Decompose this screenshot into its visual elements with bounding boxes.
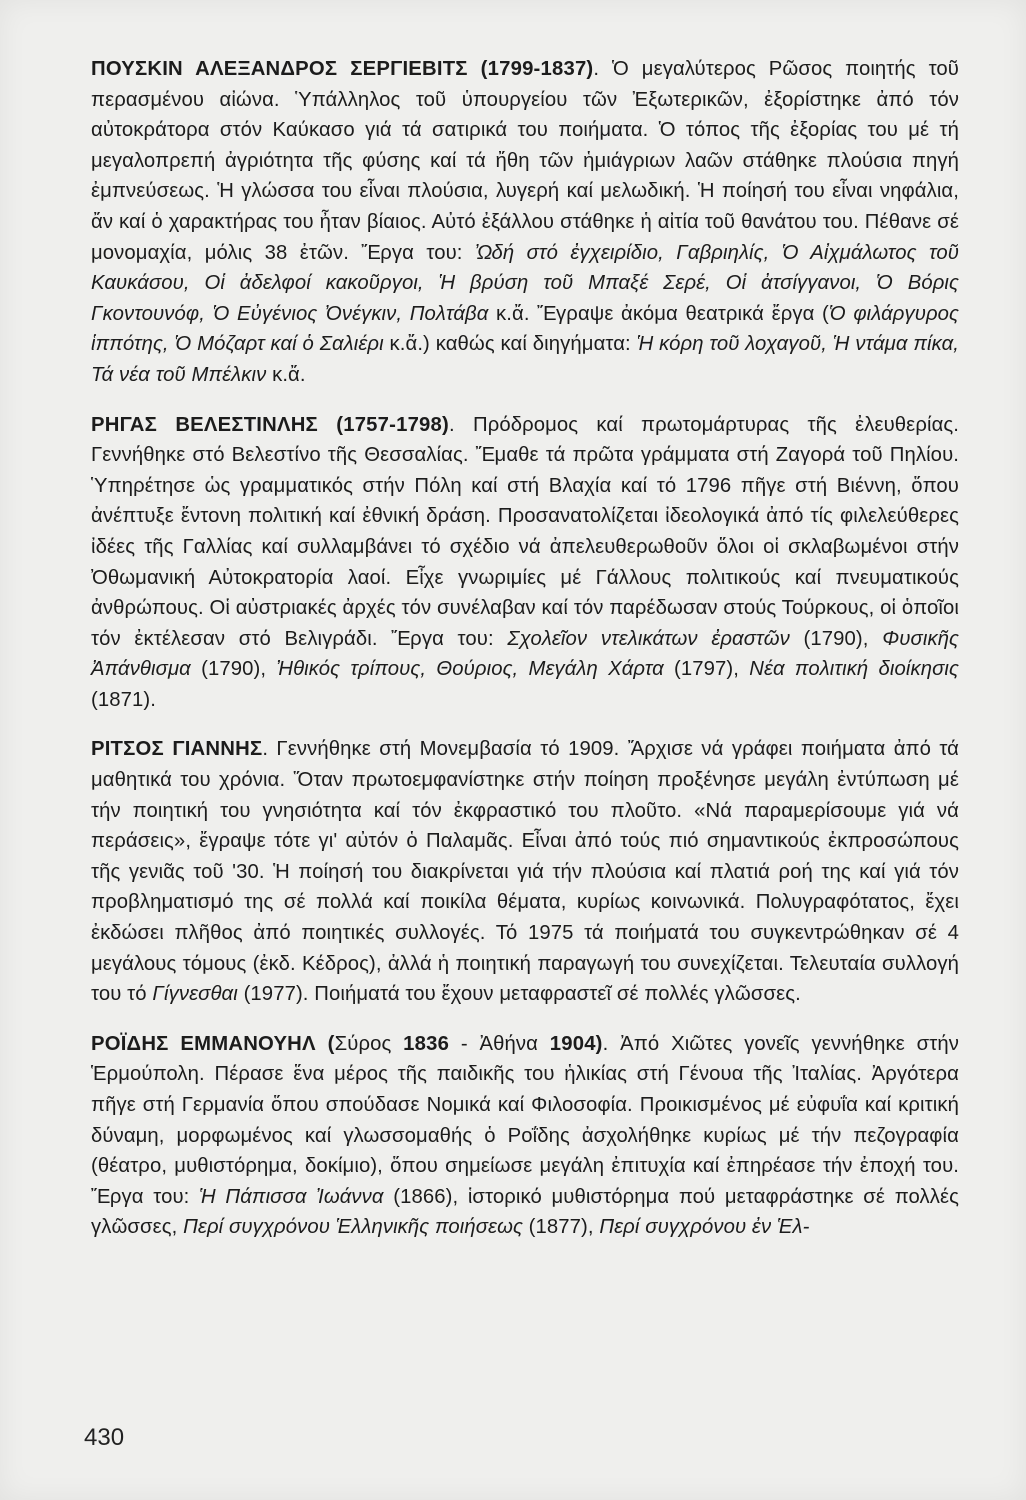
entry-text: (1977). Ποιήματά του ἔχουν μεταφραστεῖ σέ πολλές γλῶσσες. <box>237 983 801 1006</box>
entry-heading: ΡΙΤΣΟΣ ΓΙΑΝΝΗΣ <box>91 738 263 761</box>
entry-text: κ.ἄ. Ἔγραψε ἀκόμα θεατρικά ἔργα ( <box>488 302 829 325</box>
work-title: Φυσικῆς Ἀπάνθισμα <box>91 627 960 681</box>
entry-roidis <box>91 1029 959 1243</box>
entry-text: . Ἀπό Χιῶτες γονεῖς γεννήθηκε στήν Ἑρμούπολη. Πέρασε ἕνα μέρος τῆς παιδικῆς του ἡλικίας στή Γένουα τῆς Ἰταλίας. Ἀργότερα πῆγε στή Γερμανία ὅπου σπούδασε Νομικά καί Φιλοσοφία. Προικισμένος μέ εὐφυΐα καί κριτική δύναμη, μορφωμένος καί γλωσσομαθής ὁ Ροΐδης ἀσχολήθηκε κυρίως μέ τήν πεζογραφία (θέατρο, μυθιστόρημα, δοκίμιο), ὅπου σημείωσε μεγάλη ἐπιτυχία καί ἐπηρέασε τήν ἐποχή του. Ἔργα του: <box>91 1032 959 1208</box>
entry-text: (1866), ἱστορικό μυθιστόρημα πού μεταφράστηκε σέ πολλές γλῶσσες, <box>91 1185 959 1239</box>
work-title: Ὁ φιλάργυρος ἱππότης, Ὁ Μόζαρτ καί ὁ Σαλιέρι <box>91 302 959 356</box>
entry-text: . Ὁ μεγαλύτερος Ρῶσος ποιητής τοῦ περασμένου αἰώνα. Ὑπάλληλος τοῦ ὑπουργείου τῶν Ἐξωτερικῶν, ἐξορίστηκε ἀπό τόν αὐτοκράτορα στόν Καύκασο γιά τά σατιρικά του ποιήματα. Ὁ τόπος τῆς ἐξορίας του μέ τή μεγαλοπρεπή ἀγριότητα τῆς φύσης καί τά ἤθη τῶν ἡμιάγριων λαῶν στάθηκε πλούσια πηγή ἐμπνεύσεως. Ἡ γλώσσα του εἶναι πλούσια, λυγερή καί μελωδική. Ἡ ποίησή του εἶναι νηφάλια, ἄν καί ὁ χαρακτήρας του ἦταν βίαιος. Αὐτό ἐξάλλου στάθηκε ἡ αἰτία τοῦ θανάτου του. Πέθανε σέ μονομαχία, μόλις 38 ἐτῶν. Ἔργα του: <box>91 58 959 264</box>
entry-rigas <box>91 410 959 716</box>
entry-ritsos <box>91 734 959 1009</box>
work-title: Ἡ κόρη τοῦ λοχαγοῦ, Ἡ ντάμα πίκα, Τά νέα τοῦ Μπέλκιν <box>91 333 960 386</box>
entry-text: . Πρόδρομος καί πρωτομάρτυρας τῆς ἐλευθερίας. Γεννήθηκε στό Βελεστίνο τῆς Θεσσαλίας. Ἔμαθε τά πρῶτα γράμματα στή Ζαγορά τοῦ Πηλίου. Ὑπηρέτησε ὡς γραμματικός στήν Πόλη καί στή Βλαχία καί τό 1796 πῆγε στή Βιέννη, ὅπου ἀνέπτυξε ἔντονη πολιτική καί ἐθνική δράση. Προσανατολίζεται ἰδεολογικά ἀπό τίς φιλελεύθερες ἰδέες τῆς Γαλλίας καί συλλαμβάνει τό σχέδιο νά ἀπελευθερωθοῦν ὅλοι οἱ σκλαβωμένοι στήν Ὀθωμανική Αὐτοκρατορία λαοί. Εἶχε γνωριμίες μέ Γάλλους πολιτικούς καί πνευματικούς ἀνθρώπους. Οἱ αὐστριακές ἀρχές τόν συνέλαβαν καί τόν παρέδωσαν στούς Τούρκους, οἱ ὁποῖοι τόν ἐκτέλεσαν στό Βελιγράδι. Ἔργα του: <box>91 413 960 650</box>
entry-heading: ΡΟΪΔΗΣ ΕΜΜΑΝΟΥΗΛ ( <box>91 1032 335 1055</box>
entry-text: (1797), <box>663 658 750 681</box>
work-title: Περί συγχρόνου Ἑλληνικῆς ποιήσεως <box>183 1216 523 1239</box>
entry-text: (1871). <box>91 688 156 711</box>
entry-pushkin <box>91 54 959 391</box>
entry-heading: ΡΗΓΑΣ ΒΕΛΕΣΤΙΝΛΗΣ (1757-1798) <box>91 413 449 436</box>
work-title: Ὠδή στό ἐγχειρίδιο, Γαβριηλίς, Ὁ Αἰχμάλωτος τοῦ Καυκάσου, Οἱ ἀδελφοί κακοῦργοι, Ἡ βρύση τοῦ Μπαξέ Σερέ, Οἱ ἀτσίγγανοι, Ὁ Βόρις Γκοντουνόφ, Ὁ Εὐγένιος Ὀνέγκιν, Πολτάβα <box>91 241 959 325</box>
work-title: Περί συγχρόνου ἐν Ἑλ- <box>599 1216 810 1239</box>
entry-heading: 1836 <box>403 1032 450 1055</box>
work-title: Νέα πολιτική διοίκησις <box>749 658 960 681</box>
work-title: Γίγνεσθαι <box>152 983 238 1006</box>
entry-text: . Γεννήθηκε στή Μονεμβασία τό 1909. Ἄρχισε νά γράφει ποιήματα ἀπό τά μαθητικά του χρόνια. Ὅταν πρωτοεμφανίστηκε στήν ποίηση προξένησε μεγάλη ἐντύπωση μέ τήν ποιητική του γνησιότητα καί τόν ἐκφραστικό του πλοῦτο. «Νά παραμερίσουμε γιά νά περάσεις», ἔγραψε τότε γι' αὐτόν ὁ Παλαμᾶς. Εἶναι ἀπό τούς πιό σημαντικούς ἐκπροσώπους τῆς γενιᾶς τοῦ '30. Ἡ ποίησή του διακρίνεται γιά τήν πλούσια καί πλατιά ροή της καί γιά τόν προβληματισμό της σέ πολλά καί ποικίλα θέματα, κυρίως κοινωνικά. Πολυγραφότατος, ἔχει ἐκδώσει πλῆθος ἀπό ποιητικές συλλογές. Τό 1975 τά ποιήματά του συγκεντρώθηκαν σέ 4 μεγάλους τόμους (ἐκδ. Κέδρος), ἀλλά ἡ ποιητική παραγωγή του συνεχίζεται. Τελευταία συλλογή του τό <box>91 738 959 1006</box>
entry-text: - Ἀθήνα <box>449 1032 550 1055</box>
work-title: Σχολεῖον ντελικάτων ἐραστῶν <box>507 627 790 650</box>
entry-text: κ.ἄ.) καθώς καί διηγήματα: <box>383 333 637 356</box>
entry-heading: 1904) <box>549 1032 603 1055</box>
text-column <box>91 54 959 1262</box>
page-number: 430 <box>84 1424 125 1451</box>
entry-text: (1790), <box>789 627 883 650</box>
work-title: Ἡ Πάπισσα Ἰωάννα <box>199 1185 384 1208</box>
work-title: Ἠθικός τρίπους, Θούριος, Μεγάλη Χάρτα <box>276 658 664 681</box>
entry-text: (1877), <box>522 1216 600 1239</box>
entry-text: κ.ἄ. <box>266 363 306 386</box>
entry-text: (1790), <box>190 658 277 681</box>
entry-heading: ΠΟΥΣΚΙΝ ΑΛΕΞΑΝΔΡΟΣ ΣΕΡΓΙΕΒΙΤΣ (1799-1837) <box>91 58 594 80</box>
entry-text: Σύρος <box>334 1032 404 1055</box>
